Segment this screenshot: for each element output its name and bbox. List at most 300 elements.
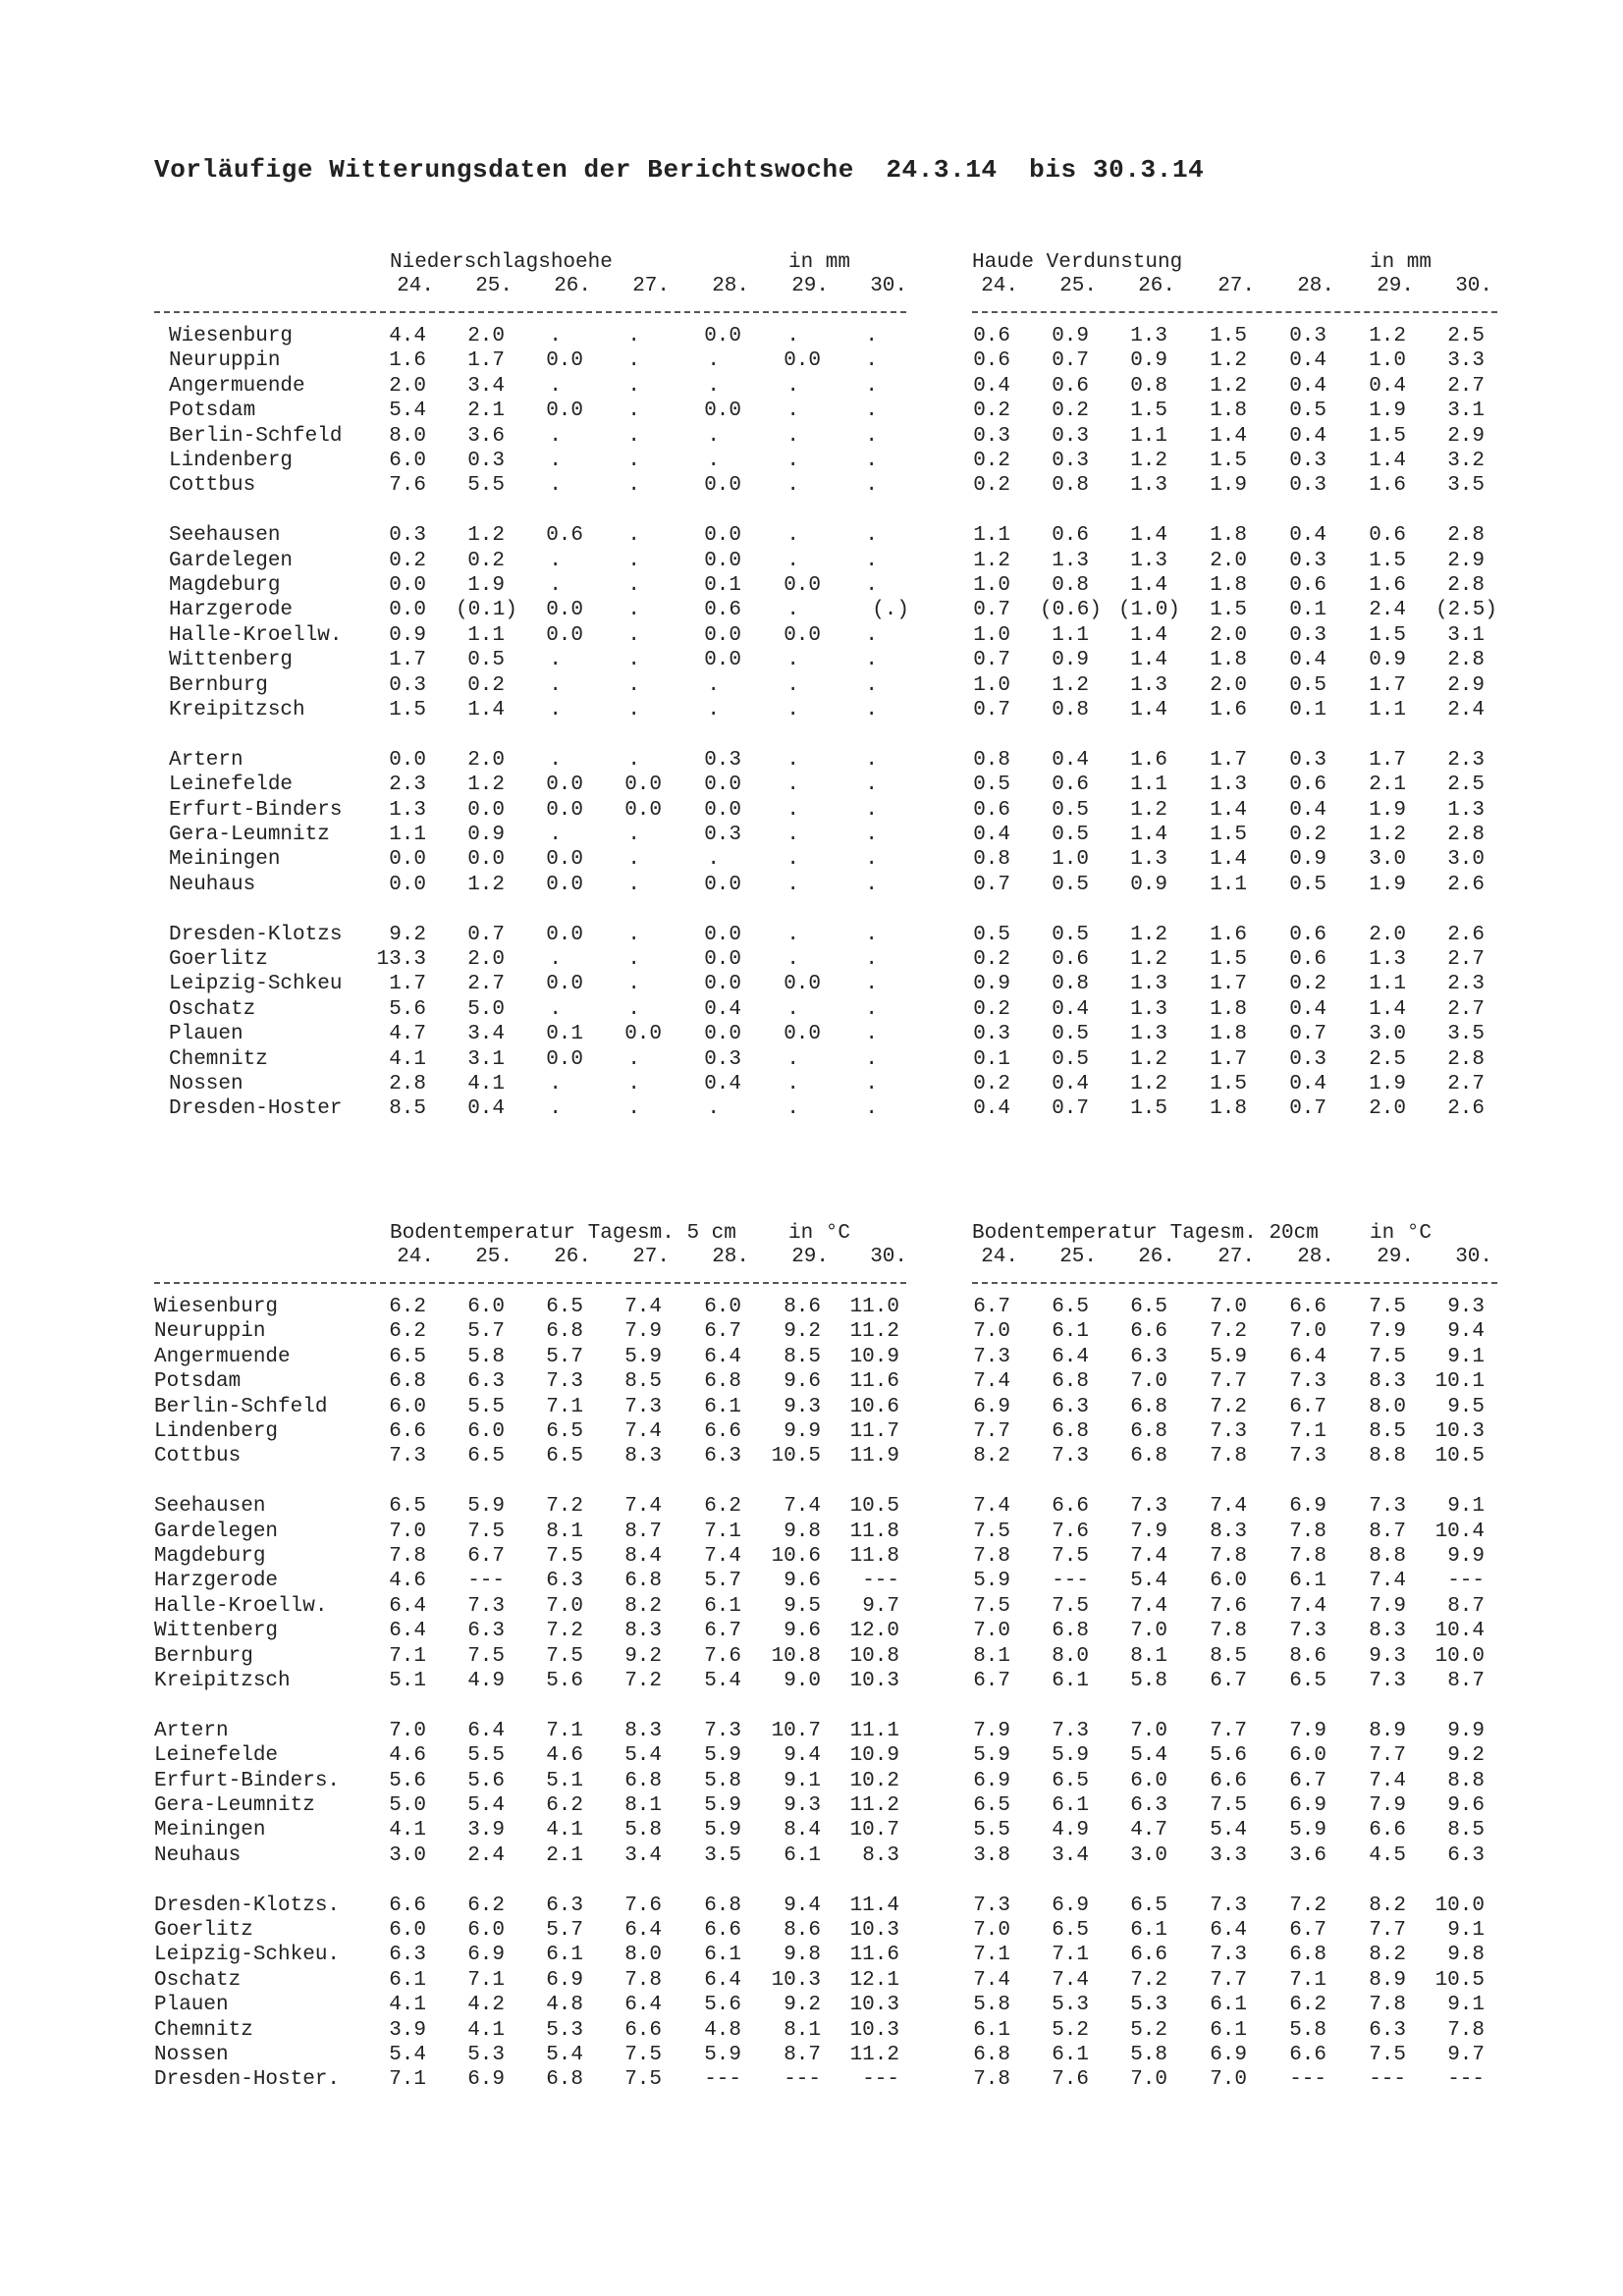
value-cell: . xyxy=(627,1097,640,1121)
value-cell: 1.2 xyxy=(467,873,505,896)
value-cell: --- xyxy=(784,2068,821,2092)
station-name: Erfurt-Binders. xyxy=(154,1769,341,1792)
value-cell: 1.7 xyxy=(1369,748,1406,772)
value-cell: 5.9 xyxy=(1052,1744,1089,1768)
value-cell: 1.0 xyxy=(1052,848,1089,872)
value-cell: 0.7 xyxy=(467,923,505,946)
value-cell: 1.4 xyxy=(1210,848,1247,872)
value-cell: 7.3 xyxy=(1289,1445,1326,1468)
value-cell: 7.3 xyxy=(1289,1370,1326,1394)
value-cell: 10.3 xyxy=(849,1919,899,1942)
value-cell: 5.9 xyxy=(973,1570,1010,1593)
value-cell: 7.3 xyxy=(1369,1495,1406,1519)
value-cell: . xyxy=(865,524,878,548)
value-cell: 6.1 xyxy=(704,1944,741,1967)
value-cell: 6.8 xyxy=(704,1370,741,1394)
value-cell: 0.0 xyxy=(784,349,821,373)
day-label: 28. xyxy=(1297,275,1334,297)
value-cell: 6.2 xyxy=(389,1320,426,1344)
table-row xyxy=(0,947,1623,972)
value-cell: 6.5 xyxy=(467,1445,505,1468)
value-cell: 4.7 xyxy=(1130,1819,1167,1842)
value-cell: 0.6 xyxy=(546,524,583,548)
value-cell: . xyxy=(865,1023,878,1046)
day-label: 25. xyxy=(475,275,513,297)
value-cell: 6.6 xyxy=(1052,1495,1089,1519)
value-cell: 6.1 xyxy=(1052,1320,1089,1344)
value-cell: . xyxy=(707,1097,720,1121)
separator-line xyxy=(972,1282,1497,1284)
value-cell: 6.4 xyxy=(704,1968,741,1992)
station-name: Leinefelde xyxy=(169,774,294,797)
value-cell: 3.4 xyxy=(467,1023,505,1046)
table-row xyxy=(0,1072,1623,1096)
value-cell: 7.3 xyxy=(1052,1445,1089,1468)
value-cell: 1.8 xyxy=(1210,524,1247,548)
value-cell: 7.8 xyxy=(1210,1545,1247,1568)
station-name: Dresden-Hoster. xyxy=(154,2068,341,2092)
day-label: 25. xyxy=(1059,275,1097,297)
value-cell: 6.3 xyxy=(1130,1794,1167,1817)
value-cell: 7.0 xyxy=(973,1320,1010,1344)
value-cell: . xyxy=(549,673,562,697)
value-cell: 2.7 xyxy=(1447,1073,1485,1095)
value-cell: 0.0 xyxy=(389,873,426,896)
value-cell: 4.7 xyxy=(389,1023,426,1046)
value-cell: 6.5 xyxy=(389,1495,426,1519)
table-row xyxy=(0,1047,1623,1072)
value-cell: 4.9 xyxy=(467,1670,505,1692)
value-cell: 6.9 xyxy=(1052,1894,1089,1917)
value-cell: 0.5 xyxy=(1052,1023,1089,1046)
value-cell: 4.8 xyxy=(704,2018,741,2042)
station-name: Angermuende xyxy=(169,374,305,398)
value-cell: 6.9 xyxy=(1289,1794,1326,1817)
value-cell: 5.5 xyxy=(467,1395,505,1418)
value-cell: 7.4 xyxy=(1369,1570,1406,1593)
value-cell: 6.8 xyxy=(1130,1420,1167,1443)
value-cell: 0.8 xyxy=(973,748,1010,772)
value-cell: 1.2 xyxy=(1052,673,1089,697)
value-cell: 11.8 xyxy=(849,1520,899,1543)
value-cell: 2.3 xyxy=(1447,748,1485,772)
value-cell: 6.4 xyxy=(1289,1345,1326,1368)
value-cell: 0.8 xyxy=(1052,574,1089,597)
value-cell: 2.3 xyxy=(389,774,426,797)
value-cell: 11.0 xyxy=(849,1296,899,1318)
value-cell: 1.4 xyxy=(1369,997,1406,1021)
table-row xyxy=(0,1669,1623,1693)
value-cell: 11.6 xyxy=(849,1370,899,1394)
table-row xyxy=(0,1894,1623,1918)
value-cell: 6.8 xyxy=(624,1769,662,1792)
value-cell: 7.3 xyxy=(1289,1620,1326,1643)
station-name: Cottbus xyxy=(154,1445,242,1468)
value-cell: 7.8 xyxy=(624,1968,662,1992)
value-cell: . xyxy=(786,997,799,1021)
value-cell: 10.0 xyxy=(1434,1644,1485,1668)
value-cell: 1.8 xyxy=(1210,1023,1247,1046)
value-cell: 2.9 xyxy=(1447,424,1485,448)
value-cell: 1.7 xyxy=(1210,1047,1247,1071)
value-cell: 2.7 xyxy=(467,973,505,996)
value-cell: 10.6 xyxy=(771,1545,821,1568)
value-cell: 0.6 xyxy=(1289,574,1326,597)
value-cell: 7.3 xyxy=(1369,1670,1406,1692)
value-cell: . xyxy=(627,923,640,946)
value-cell: 3.4 xyxy=(467,374,505,398)
table-row xyxy=(0,449,1623,473)
value-cell: 1.3 xyxy=(1130,474,1167,498)
value-cell: 7.2 xyxy=(546,1495,583,1519)
station-name: Kreipitzsch xyxy=(169,699,305,721)
value-cell: 0.6 xyxy=(1289,948,1326,971)
value-cell: 5.5 xyxy=(973,1819,1010,1842)
table-row xyxy=(0,823,1623,847)
table-row xyxy=(0,1569,1623,1593)
day-label: 30. xyxy=(870,275,907,297)
separator-line xyxy=(154,1282,906,1284)
value-cell: 8.0 xyxy=(1369,1395,1406,1418)
value-cell: 6.1 xyxy=(1210,2018,1247,2042)
value-cell: 7.2 xyxy=(1130,1968,1167,1992)
value-cell: 0.0 xyxy=(704,549,741,572)
station-name: Bernburg xyxy=(154,1644,253,1668)
value-cell: 7.3 xyxy=(1210,1944,1247,1967)
value-cell: . xyxy=(865,774,878,797)
value-cell: 6.4 xyxy=(1052,1345,1089,1368)
station-name: Meiningen xyxy=(154,1819,266,1842)
value-cell: 3.0 xyxy=(389,1843,426,1867)
value-cell: 7.8 xyxy=(1289,1545,1326,1568)
value-cell: 1.3 xyxy=(1130,549,1167,572)
value-cell: 5.8 xyxy=(624,1819,662,1842)
value-cell: 6.7 xyxy=(973,1296,1010,1318)
value-cell: 2.6 xyxy=(1447,923,1485,946)
station-name: Dresden-Klotzs. xyxy=(154,1894,341,1917)
value-cell: (.) xyxy=(872,599,909,622)
value-cell: 13.3 xyxy=(376,948,426,971)
value-cell: . xyxy=(707,450,720,472)
table-row xyxy=(0,324,1623,348)
day-label: 24. xyxy=(397,1246,434,1268)
value-cell: 9.6 xyxy=(784,1620,821,1643)
station-name: Erfurt-Binders xyxy=(169,798,343,822)
value-cell: 6.3 xyxy=(1447,1843,1485,1867)
value-cell: 9.5 xyxy=(784,1594,821,1618)
value-cell: . xyxy=(627,824,640,846)
value-cell: 5.6 xyxy=(467,1769,505,1792)
value-cell: . xyxy=(865,623,878,647)
value-cell: 3.8 xyxy=(973,1843,1010,1867)
day-label: 25. xyxy=(1059,1246,1097,1268)
value-cell: 0.4 xyxy=(1289,1073,1326,1095)
value-cell: 6.7 xyxy=(467,1545,505,1568)
value-cell: 8.7 xyxy=(1447,1670,1485,1692)
value-cell: 9.2 xyxy=(389,923,426,946)
value-cell: 7.3 xyxy=(1052,1719,1089,1742)
station-name: Chemnitz xyxy=(169,1047,268,1071)
value-cell: 0.7 xyxy=(1289,1097,1326,1121)
value-cell: 3.4 xyxy=(624,1843,662,1867)
value-cell: 6.8 xyxy=(973,2044,1010,2066)
value-cell: 12.1 xyxy=(849,1968,899,1992)
value-cell: 7.6 xyxy=(624,1894,662,1917)
value-cell: 7.8 xyxy=(1369,1994,1406,2017)
value-cell: 7.0 xyxy=(1130,1620,1167,1643)
value-cell: 2.9 xyxy=(1447,549,1485,572)
day-label: 28. xyxy=(712,275,749,297)
value-cell: 1.0 xyxy=(973,673,1010,697)
value-cell: 7.2 xyxy=(546,1620,583,1643)
value-cell: 1.3 xyxy=(1447,798,1485,822)
value-cell: . xyxy=(707,374,720,398)
value-cell: . xyxy=(865,349,878,373)
value-cell: 8.6 xyxy=(784,1919,821,1942)
value-cell: --- xyxy=(1369,2068,1406,2092)
value-cell: 6.8 xyxy=(546,1320,583,1344)
value-cell: 5.9 xyxy=(973,1744,1010,1768)
value-cell: 9.9 xyxy=(1447,1719,1485,1742)
value-cell: 5.8 xyxy=(1130,2044,1167,2066)
value-cell: 6.6 xyxy=(1210,1769,1247,1792)
value-cell: 4.8 xyxy=(546,1994,583,2017)
station-name: Seehausen xyxy=(169,524,281,548)
value-cell: 0.4 xyxy=(704,1073,741,1095)
value-cell: . xyxy=(865,798,878,822)
value-cell: 0.1 xyxy=(1289,599,1326,622)
day-label: 30. xyxy=(870,1246,907,1268)
value-cell: 1.1 xyxy=(1369,699,1406,721)
value-cell: 0.4 xyxy=(1289,374,1326,398)
value-cell: 1.1 xyxy=(1210,873,1247,896)
value-cell: 1.7 xyxy=(467,349,505,373)
value-cell: 5.9 xyxy=(467,1495,505,1519)
value-cell: 0.4 xyxy=(973,1097,1010,1121)
value-cell: . xyxy=(865,948,878,971)
value-cell: 4.6 xyxy=(389,1570,426,1593)
station-name: Wittenberg xyxy=(154,1620,279,1643)
value-cell: 4.2 xyxy=(467,1994,505,2017)
table-row xyxy=(0,523,1623,548)
value-cell: 7.5 xyxy=(467,1520,505,1543)
value-cell: . xyxy=(865,699,878,721)
value-cell: 6.5 xyxy=(1130,1894,1167,1917)
station-name: Berlin-Schfeld xyxy=(154,1395,328,1418)
value-cell: . xyxy=(627,673,640,697)
value-cell: 0.7 xyxy=(1289,1023,1326,1046)
value-cell: . xyxy=(865,848,878,872)
value-cell: 5.1 xyxy=(389,1670,426,1692)
value-cell: 7.1 xyxy=(546,1719,583,1742)
table-row xyxy=(0,1743,1623,1768)
value-cell: 6.6 xyxy=(704,1420,741,1443)
table-row xyxy=(0,1968,1623,1993)
value-cell: . xyxy=(627,973,640,996)
value-cell: 0.0 xyxy=(546,774,583,797)
value-cell: 1.9 xyxy=(1369,873,1406,896)
value-cell: 10.3 xyxy=(771,1968,821,1992)
value-cell: 7.9 xyxy=(624,1320,662,1344)
table-row xyxy=(0,1818,1623,1842)
table-row xyxy=(0,923,1623,947)
value-cell: 0.0 xyxy=(704,325,741,347)
value-cell: 4.1 xyxy=(389,1819,426,1842)
value-cell: 0.0 xyxy=(546,1047,583,1071)
table-row xyxy=(0,1719,1623,1743)
value-cell: 7.4 xyxy=(704,1545,741,1568)
value-cell: 1.3 xyxy=(1210,774,1247,797)
value-cell: 9.9 xyxy=(1447,1545,1485,1568)
value-cell: 2.8 xyxy=(1447,524,1485,548)
value-cell: 0.4 xyxy=(467,1097,505,1121)
value-cell: . xyxy=(627,873,640,896)
value-cell: 0.5 xyxy=(1052,873,1089,896)
value-cell: 1.8 xyxy=(1210,1097,1247,1121)
value-cell: 1.3 xyxy=(1369,948,1406,971)
value-cell: 3.5 xyxy=(1447,1023,1485,1046)
table-row xyxy=(0,997,1623,1022)
value-cell: 0.9 xyxy=(389,623,426,647)
table-row xyxy=(0,1594,1623,1619)
station-name: Wiesenburg xyxy=(169,325,294,347)
value-cell: 1.7 xyxy=(389,649,426,672)
value-cell: 6.4 xyxy=(624,1994,662,2017)
value-cell: 7.3 xyxy=(624,1395,662,1418)
value-cell: 6.4 xyxy=(1210,1919,1247,1942)
value-cell: 7.4 xyxy=(1130,1545,1167,1568)
value-cell: 7.1 xyxy=(1289,1968,1326,1992)
value-cell: 7.5 xyxy=(467,1644,505,1668)
value-cell: 1.4 xyxy=(1210,798,1247,822)
value-cell: . xyxy=(549,374,562,398)
value-cell: 0.0 xyxy=(704,923,741,946)
station-name: Artern xyxy=(169,748,243,772)
value-cell: 7.6 xyxy=(1052,1520,1089,1543)
value-cell: 7.3 xyxy=(1210,1894,1247,1917)
value-cell: 0.3 xyxy=(704,1047,741,1071)
station-name: Potsdam xyxy=(169,400,256,423)
value-cell: 5.8 xyxy=(1289,2018,1326,2042)
value-cell: 4.6 xyxy=(389,1744,426,1768)
value-cell: 0.0 xyxy=(704,623,741,647)
station-name: Plauen xyxy=(154,1994,229,2017)
value-cell: 8.3 xyxy=(1369,1620,1406,1643)
station-name: Bernburg xyxy=(169,673,268,697)
value-cell: 0.6 xyxy=(1369,524,1406,548)
station-name: Meiningen xyxy=(169,848,281,872)
value-cell: 0.7 xyxy=(1052,1097,1089,1121)
day-label: 25. xyxy=(475,1246,513,1268)
value-cell: 3.0 xyxy=(1369,848,1406,872)
value-cell: 0.0 xyxy=(784,623,821,647)
value-cell: 5.6 xyxy=(704,1994,741,2017)
value-cell: 0.5 xyxy=(1289,873,1326,896)
value-cell: 1.9 xyxy=(1210,474,1247,498)
value-cell: 9.7 xyxy=(1447,2044,1485,2066)
value-cell: 5.9 xyxy=(704,1744,741,1768)
value-cell: 11.9 xyxy=(849,1445,899,1468)
value-cell: 0.7 xyxy=(1052,349,1089,373)
value-cell: 0.8 xyxy=(973,848,1010,872)
value-cell: 0.6 xyxy=(704,599,741,622)
value-cell: 0.2 xyxy=(1052,400,1089,423)
value-cell: 7.9 xyxy=(1289,1719,1326,1742)
value-cell: . xyxy=(627,1073,640,1095)
value-cell: 0.0 xyxy=(704,524,741,548)
value-cell: . xyxy=(707,848,720,872)
value-cell: 9.3 xyxy=(784,1794,821,1817)
value-cell: 0.3 xyxy=(1289,549,1326,572)
value-cell: 0.0 xyxy=(624,798,662,822)
value-cell: 8.2 xyxy=(1369,1894,1406,1917)
value-cell: 0.5 xyxy=(1052,923,1089,946)
value-cell: 6.5 xyxy=(546,1420,583,1443)
value-cell: 7.5 xyxy=(1052,1594,1089,1618)
value-cell: 6.5 xyxy=(1052,1919,1089,1942)
value-cell: 3.1 xyxy=(1447,623,1485,647)
value-cell: 0.7 xyxy=(973,699,1010,721)
value-cell: 3.3 xyxy=(1447,349,1485,373)
value-cell: 7.4 xyxy=(624,1420,662,1443)
day-label: 26. xyxy=(1138,275,1175,297)
day-label: 24. xyxy=(981,275,1018,297)
value-cell: 5.5 xyxy=(467,474,505,498)
value-cell: 1.7 xyxy=(1369,673,1406,697)
table-row xyxy=(0,1918,1623,1943)
value-cell: 7.0 xyxy=(546,1594,583,1618)
value-cell: 0.4 xyxy=(1289,997,1326,1021)
value-cell: 3.5 xyxy=(1447,474,1485,498)
value-cell: 7.1 xyxy=(389,2068,426,2092)
value-cell: . xyxy=(549,325,562,347)
left-table-unit: in °C xyxy=(788,1222,851,1245)
station-name: Chemnitz xyxy=(154,2018,253,2042)
value-cell: 6.7 xyxy=(1289,1919,1326,1942)
value-cell: 7.1 xyxy=(1052,1944,1089,1967)
value-cell: 9.6 xyxy=(1447,1794,1485,1817)
value-cell: 0.0 xyxy=(546,923,583,946)
value-cell: 0.8 xyxy=(1130,374,1167,398)
value-cell: 9.5 xyxy=(1447,1395,1485,1418)
value-cell: 7.3 xyxy=(389,1445,426,1468)
value-cell: 5.7 xyxy=(467,1320,505,1344)
value-cell: 7.7 xyxy=(1369,1919,1406,1942)
value-cell: 1.5 xyxy=(1210,325,1247,347)
value-cell: 11.8 xyxy=(849,1545,899,1568)
value-cell: 6.0 xyxy=(389,450,426,472)
value-cell: 2.8 xyxy=(389,1073,426,1095)
value-cell: 7.2 xyxy=(1210,1395,1247,1418)
value-cell: 11.1 xyxy=(849,1719,899,1742)
value-cell: 6.0 xyxy=(467,1919,505,1942)
value-cell: 8.6 xyxy=(784,1296,821,1318)
value-cell: 7.7 xyxy=(1210,1370,1247,1394)
value-cell: 1.5 xyxy=(1210,599,1247,622)
value-cell: 1.2 xyxy=(1130,798,1167,822)
table-row xyxy=(0,1395,1623,1419)
value-cell: . xyxy=(627,623,640,647)
value-cell: 7.5 xyxy=(1052,1545,1089,1568)
value-cell: 1.7 xyxy=(1210,748,1247,772)
value-cell: . xyxy=(865,424,878,448)
value-cell: 8.1 xyxy=(784,2018,821,2042)
value-cell: . xyxy=(707,699,720,721)
value-cell: 2.6 xyxy=(1447,1097,1485,1121)
value-cell: 5.0 xyxy=(389,1794,426,1817)
value-cell: 7.9 xyxy=(1369,1594,1406,1618)
value-cell: . xyxy=(865,1047,878,1071)
